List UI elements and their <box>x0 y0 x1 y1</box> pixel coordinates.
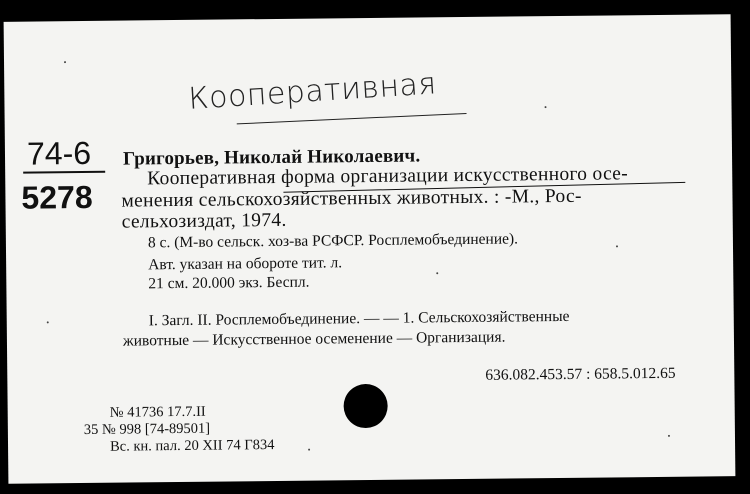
subject-line: животные — Искусственное осеменение — Организация. <box>122 328 506 350</box>
description-line: 8 с. (М-во сельск. хоз-ва РСФСР. Росплемобъединение). <box>147 230 519 252</box>
subject-line: I. Загл. II. Росплемобъединение. — — 1. Сельскохозяйственные <box>148 307 570 330</box>
classification-index: 636.082.453.57 : 658.5.012.65 <box>485 364 676 384</box>
accession-line: № 41736 17.7.II <box>109 403 206 421</box>
inventory-number: 5278 <box>21 178 93 216</box>
speckle <box>668 435 670 437</box>
title-line: менения сельскохозяйственных животных. : -М., Рос- <box>121 185 582 212</box>
handwritten-underline <box>237 113 467 124</box>
speckle <box>47 321 49 323</box>
speckle <box>308 449 310 451</box>
author-heading: Григорьев, Николай Николаевич. <box>122 145 421 170</box>
punch-hole <box>343 384 387 428</box>
speckle <box>64 61 66 63</box>
accession-line: Вс. кн. пал. 20 XII 74 Г834 <box>109 437 275 455</box>
shelf-mark: 74-6 <box>26 134 92 172</box>
catalog-card <box>4 14 736 484</box>
title-line: Кооперативная форма организации искусственного осе- <box>147 163 629 190</box>
speckle <box>616 245 618 247</box>
accession-line: 35 № 998 [74-89501] <box>83 420 211 439</box>
handwritten-heading: Кооперативная <box>187 66 438 117</box>
description-line: Авт. указан на обороте тит. л. <box>148 254 343 274</box>
speckle <box>545 106 547 108</box>
title-line: сельхозиздат, 1974. <box>121 209 287 233</box>
shelf-mark-divider <box>23 171 105 174</box>
description-line: 21 см. 20.000 экз. Беспл. <box>148 273 310 293</box>
speckle <box>436 272 438 274</box>
